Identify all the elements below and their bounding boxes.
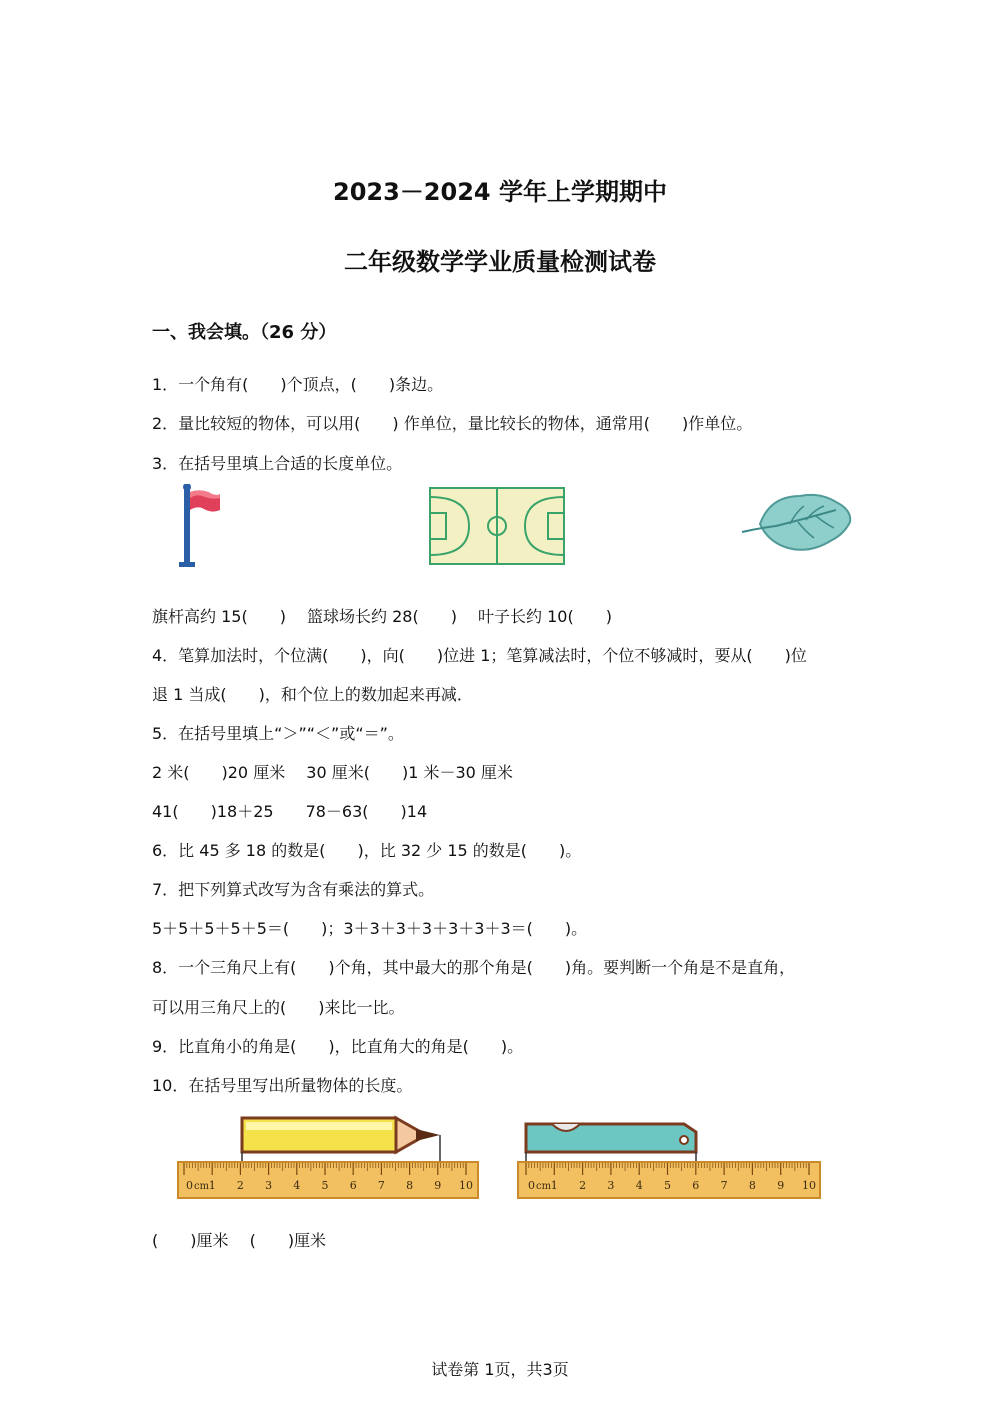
ruler-tick-label: 1: [550, 1179, 558, 1192]
question-4-line-2: 退 1 当成( )，和个位上的数加起来再减．: [152, 685, 473, 704]
ruler-tick-label: 6: [692, 1179, 700, 1192]
ruler-tick-label: 9: [777, 1179, 785, 1192]
question-5-line-2: 41( )18＋25 78－63( )14: [152, 802, 428, 821]
ruler-tick-label: 7: [377, 1179, 385, 1192]
question-4-line-1: 4．笔算加法时，个位满( )，向( )位进 1；笔算减法时，个位不够减时，要从( )位: [152, 646, 807, 665]
ruler-tick-label: 6: [349, 1179, 357, 1192]
ruler-tick-label: 10: [802, 1179, 816, 1192]
question-5: 5．在括号里填上“＞”“＜”或“＝”。: [152, 724, 404, 743]
exam-title-subject: 二年级数学学业质量检测试卷: [344, 248, 656, 276]
ruler-tick-label: 1: [208, 1179, 216, 1192]
ruler-unit-label: cm: [194, 1181, 210, 1192]
question-8-line-2: 可以用三角尺上的( )来比一比。: [152, 998, 405, 1017]
question-5-line-1: 2 米( )20 厘米 30 厘米( )1 米－30 厘米: [152, 763, 513, 782]
ruler-unit-label: cm: [536, 1181, 552, 1192]
ruler-tick-label: 5: [321, 1179, 329, 1192]
ruler-tick-label: 5: [664, 1179, 671, 1192]
question-3: 3．在括号里填上合适的长度单位。: [152, 454, 403, 473]
ruler-tick-label: 2: [236, 1179, 244, 1192]
ruler-tick-label: 0: [186, 1179, 193, 1192]
ruler-tick-label: 8: [748, 1179, 756, 1192]
ruler-tick-label: 0: [528, 1179, 535, 1192]
question-7-line-1: 5＋5＋5＋5＋5＝( )；3＋3＋3＋3＋3＋3＋3＝( )。: [152, 919, 588, 938]
ruler-tick-label: 10: [459, 1179, 473, 1192]
ruler-tick-label: 3: [265, 1179, 273, 1192]
ruler-tick-label: 7: [720, 1179, 728, 1192]
ruler-tick-label: 8: [406, 1179, 414, 1192]
basketball-court-image: [429, 487, 565, 565]
question-1: 1．一个角有( )个顶点，( )条边。: [152, 375, 444, 394]
ruler-a: [178, 1162, 478, 1198]
question-9: 9．比直角小的角是( )，比直角大的角是( )。: [152, 1037, 524, 1056]
question-8-line-1: 8．一个三角尺上有( )个角，其中最大的那个角是( )角。要判断一个角是不是直角，: [152, 958, 796, 977]
leaf-image: [740, 490, 854, 556]
question-2: 2．量比较短的物体，可以用( ) 作单位，量比较长的物体，通常用( )作单位。: [152, 414, 753, 433]
ruler-tick-label: 3: [607, 1179, 615, 1192]
ruler-tick-label: 4: [635, 1179, 643, 1192]
ruler-tick-label: 2: [579, 1179, 587, 1192]
pencil-ruler-figure: [176, 1112, 482, 1202]
question-10-answers: ( )厘米 ( )厘米: [152, 1231, 327, 1250]
flagpole-image: [172, 484, 228, 570]
question-7: 7．把下列算式改写为含有乘法的算式。: [152, 880, 435, 899]
eraser-image: [526, 1124, 696, 1152]
question-10: 10．在括号里写出所量物体的长度。: [152, 1076, 413, 1095]
section-heading-fill-in: 一、我会填。（26 分）: [152, 322, 337, 343]
question-6: 6．比 45 多 18 的数是( )，比 32 少 15 的数是( )。: [152, 841, 582, 860]
pencil-image: [242, 1118, 440, 1152]
exam-title-year: 2023－2024 学年上学期期中: [333, 178, 667, 206]
page-number-footer: 试卷第 1页，共3页: [431, 1360, 569, 1379]
ruler-tick-label: 4: [293, 1179, 301, 1192]
ruler-b: [518, 1162, 820, 1198]
question-3-answers: 旗杆高约 15( ) 篮球场长约 28( ) 叶子长约 10( ): [152, 607, 612, 626]
eraser-ruler-figure: [516, 1118, 822, 1202]
ruler-tick-label: 9: [434, 1179, 442, 1192]
